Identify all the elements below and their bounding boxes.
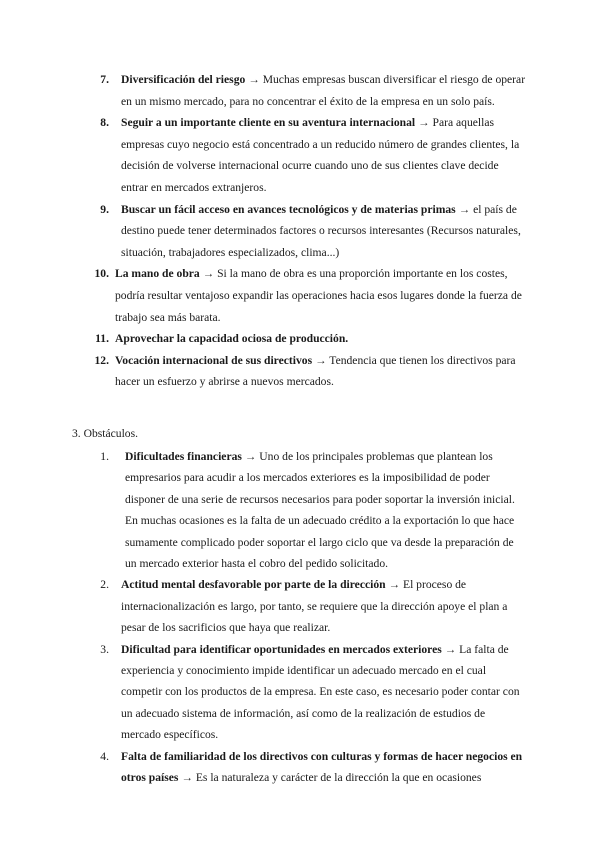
item-title: Diversificación del riesgo — [121, 73, 246, 86]
arrow: → — [385, 578, 403, 592]
obstacles-list — [87, 446, 527, 789]
arrow: → — [245, 73, 263, 86]
item-body — [115, 328, 527, 350]
item-text: La falta de experiencia y conocimiento impide identificar un adecuado mercado en el cual competir con los productos de la empresa. En este caso, es necesario poder contar con un adecuado sistema de información, así como de la realización de estudios de mercado específicos. — [121, 642, 520, 742]
arrow: → — [178, 771, 196, 785]
arrow: → — [441, 642, 460, 656]
item-text: Es la naturaleza y carácter de la dirección la que en ocasiones — [195, 771, 482, 785]
item-title: Actitud mental desfavorable por parte de la dirección — [121, 578, 386, 592]
item-number: 11. — [95, 332, 109, 346]
list-item — [87, 112, 527, 198]
item-title: Vocación internacional de sus directivos — [115, 353, 313, 367]
item-body — [125, 446, 527, 574]
item-title: Dificultades financieras — [125, 450, 242, 463]
item-number: 1. — [100, 450, 109, 463]
item-title: Dificultad para identificar oportunidades en mercados exteriores — [121, 642, 442, 656]
item-title: Aprovechar la capacidad ociosa de producción. — [115, 332, 349, 346]
item-number: 9. — [100, 202, 109, 216]
item-title: Seguir a un importante cliente en su aventura internacional — [121, 116, 416, 130]
item-number: 4. — [100, 749, 109, 763]
item-title: Falta de familiaridad de los directivos con culturas y formas de hacer negocios en otros países — [121, 749, 523, 785]
item-number: 7. — [100, 73, 109, 86]
item-text: Si la mano de obra es una proporción importante en los costes, podría resultar ventajoso expandir las operaciones hacia esos lugares donde la fuerza de trabajo sea más barata. — [115, 267, 522, 324]
item-text: Para aquellas empresas cuyo negocio está concentrado a un reducido número de grandes clientes, la decisión de volverse internacional ocurre cuando uno de sus clientes clave decide entrar en mercados extranjeros. — [121, 116, 520, 194]
list-item — [87, 746, 527, 789]
item-title: Buscar un fácil acceso en avances tecnológicos y de materias primas — [121, 202, 456, 216]
item-number: 8. — [100, 116, 109, 130]
motivations-list — [87, 69, 527, 393]
list-item — [87, 199, 527, 264]
list-item — [87, 574, 527, 638]
section-heading: 3. Obstáculos. — [72, 427, 139, 440]
item-body — [115, 350, 527, 393]
list-item — [87, 263, 527, 328]
item-text: el país de destino puede tener determinados factores o recursos interesantes (Recursos naturales, situación, trabajadores especializados, clima...) — [121, 202, 521, 259]
item-title: La mano de obra — [115, 267, 200, 281]
item-text: Tendencia que tienen los directivos para hacer un esfuerzo y abrirse a nuevos mercados. — [115, 353, 516, 389]
item-body — [121, 112, 527, 198]
item-number: 12. — [94, 353, 109, 367]
item-text: El proceso de internacionalización es largo, por tanto, se requiere que la dirección apoye el plan a pesar de los sacrificios que haya que realizar. — [121, 578, 508, 635]
item-body — [121, 574, 527, 638]
arrow: → — [455, 202, 474, 216]
item-number: 2. — [100, 578, 109, 592]
item-body — [115, 263, 527, 328]
item-text: Uno de los principales problemas que plantean los empresarios para acudir a los mercados exteriores es la imposibilidad de poder disponer de una serie de recursos necesarios para poder soportar la inversión inicial. En muchas ocasiones es la falta de un adecuado crédito a la exportación lo que hace sumamente complicado poder soportar el largo ciclo que va desde la preparación de un mercado exterior hasta el cobro del pedido solicitado. — [125, 450, 515, 571]
item-text: Muchas empresas buscan diversificar el riesgo de operar en un mismo mercado, para no concentrar el éxito de la empresa en un solo país. — [121, 73, 526, 108]
arrow: → — [415, 116, 433, 130]
list-item — [87, 350, 527, 393]
item-number: 3. — [100, 642, 109, 656]
item-number: 10. — [94, 267, 109, 281]
arrow: → — [199, 267, 218, 281]
list-item — [87, 328, 527, 350]
item-body — [121, 639, 527, 746]
item-body — [121, 199, 527, 264]
arrow: → — [241, 450, 260, 463]
list-item — [87, 69, 527, 112]
item-body — [121, 746, 527, 789]
item-body — [121, 69, 527, 112]
list-item — [87, 446, 527, 574]
arrow: → — [312, 353, 330, 367]
list-item — [87, 639, 527, 746]
